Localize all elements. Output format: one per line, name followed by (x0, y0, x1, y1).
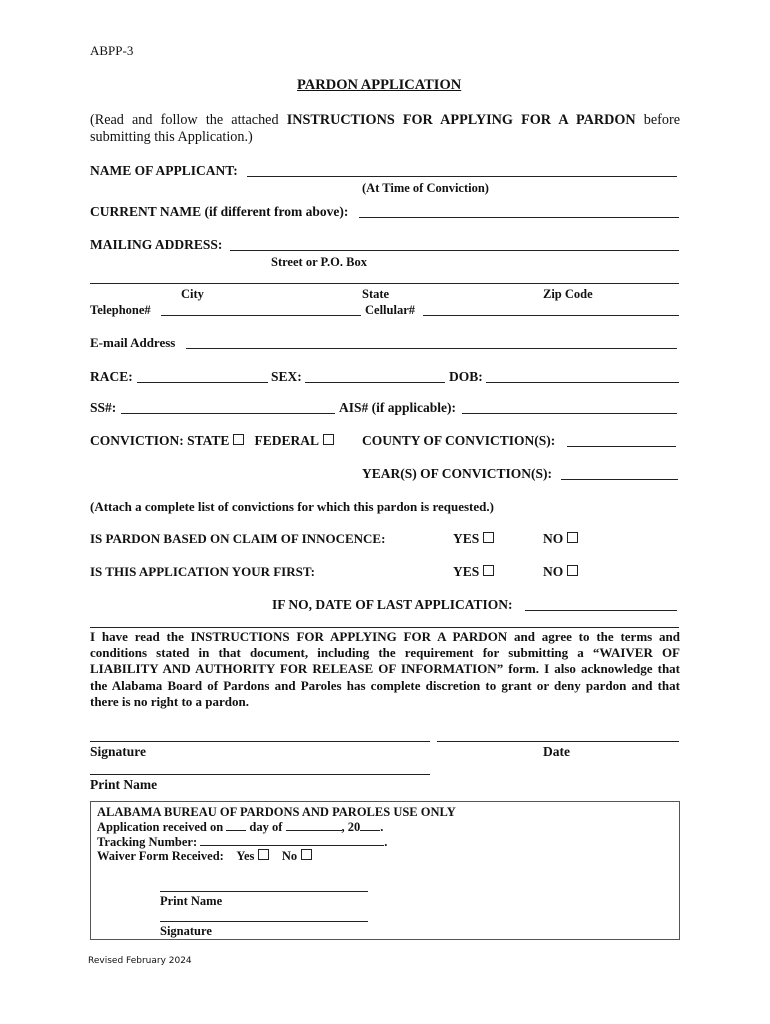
cellular-label: Cellular# (365, 303, 415, 317)
telephone-field[interactable] (161, 315, 361, 316)
page-title: PARDON APPLICATION (297, 77, 462, 93)
office-signature-label: Signature (160, 924, 212, 938)
zip-sublabel: Zip Code (543, 287, 593, 301)
first-no-checkbox[interactable] (567, 565, 578, 576)
mailing-address-label: MAILING ADDRESS: (90, 237, 223, 252)
innocence-no-label: NO (543, 531, 564, 546)
county-field[interactable] (567, 446, 676, 447)
print-name-label: Print Name (90, 777, 158, 792)
received-year-field[interactable] (360, 830, 380, 831)
print-name-field[interactable] (90, 774, 430, 775)
office-use-heading: ALABAMA BUREAU OF PARDONS AND PAROLES USE ONLY (97, 805, 456, 819)
innocence-yes (453, 531, 494, 547)
revision-footer: Revised February 2024 (88, 956, 192, 966)
intro-emphasis: INSTRUCTIONS FOR APPLYING FOR A PARDON (286, 112, 636, 128)
tracking-field[interactable] (200, 845, 384, 846)
tracking-row: Tracking Number: . (97, 835, 388, 849)
state-sublabel: State (362, 287, 390, 301)
years-label: YEAR(S) OF CONVICTION(S): (362, 466, 553, 481)
office-print-name-label: Print Name (160, 894, 223, 908)
state-option-label: STATE (187, 433, 230, 448)
first-yes (453, 564, 494, 580)
waiver-yes-label: Yes (236, 849, 255, 863)
city-sublabel: City (181, 287, 204, 301)
form-code: ABPP-3 (90, 43, 134, 58)
sex-field[interactable] (305, 382, 445, 383)
conviction-row (90, 433, 334, 449)
tracking-label: Tracking Number: (97, 835, 198, 849)
cellular-field[interactable] (423, 315, 679, 316)
agreement-text: I have read the INSTRUCTIONS FOR APPLYING FOR A PARDON and agree to the terms and conditions stated in that document, including the requirement for submitting a “WAIVER OF LIABILITY AND AUTHORITY FOR RELEASE OF INFORMATION” form. I also acknowledge that the Alabama Board of Pardons and Paroles has complete discretion to grant or deny pardon and that there is no right to a pardon. (90, 629, 680, 709)
race-field[interactable] (137, 382, 268, 383)
signature-field[interactable] (90, 741, 430, 742)
sex-label: SEX: (271, 369, 302, 384)
current-name-label: CURRENT NAME (if different from above): (90, 204, 349, 219)
section-divider (90, 627, 679, 628)
first-no (543, 564, 578, 580)
attach-note: (Attach a complete list of convictions for which this pardon is requested.) (90, 499, 494, 514)
name-label: NAME OF APPLICANT: (90, 163, 238, 178)
state-checkbox[interactable] (233, 434, 244, 445)
conviction-label: CONVICTION: (90, 433, 184, 448)
last-application-label: IF NO, DATE OF LAST APPLICATION: (272, 597, 513, 612)
dob-label: DOB: (449, 369, 483, 384)
first-application-question: IS THIS APPLICATION YOUR FIRST: (90, 564, 315, 579)
federal-option-label: FEDERAL (254, 433, 320, 448)
intro-before: (Read and follow the attached (90, 112, 287, 128)
current-name-field[interactable] (359, 217, 679, 218)
received-day-field[interactable] (226, 830, 246, 831)
first-yes-label: YES (453, 564, 480, 579)
waiver-no-label: No (281, 849, 298, 863)
innocence-question: IS PARDON BASED ON CLAIM OF INNOCENCE: (90, 531, 386, 546)
innocence-no (543, 531, 578, 547)
years-field[interactable] (561, 479, 678, 480)
ss-field[interactable] (121, 413, 335, 414)
intro-after: before submitting this Application.) (90, 112, 680, 145)
office-signature-field[interactable] (160, 921, 368, 922)
received-month-field[interactable] (286, 830, 342, 831)
innocence-yes-checkbox[interactable] (483, 532, 494, 543)
first-yes-checkbox[interactable] (483, 565, 494, 576)
waiver-row (97, 849, 312, 864)
innocence-yes-label: YES (453, 531, 480, 546)
received-prefix: Application received on (97, 820, 224, 834)
race-label: RACE: (90, 369, 133, 384)
ais-label: AIS# (if applicable): (339, 400, 457, 415)
waiver-label: Waiver Form Received: (97, 849, 224, 863)
telephone-label: Telephone# (90, 303, 151, 317)
signature-label: Signature (90, 744, 147, 759)
waiver-yes-checkbox[interactable] (258, 849, 269, 860)
ais-field[interactable] (462, 413, 677, 414)
email-label: E-mail Address (90, 335, 176, 350)
received-year-label: , 20 (341, 820, 361, 834)
received-day-label: day of (249, 820, 283, 834)
street-sublabel: Street or P.O. Box (271, 255, 367, 269)
waiver-no-checkbox[interactable] (301, 849, 312, 860)
name-sublabel: (At Time of Conviction) (362, 181, 489, 195)
date-field[interactable] (437, 741, 679, 742)
name-field[interactable] (247, 176, 677, 177)
federal-checkbox[interactable] (323, 434, 334, 445)
ss-label: SS#: (90, 400, 117, 415)
mailing-street-field[interactable] (230, 250, 679, 251)
county-label: COUNTY OF CONVICTION(S): (362, 433, 556, 448)
office-print-name-field[interactable] (160, 891, 368, 892)
date-label: Date (543, 744, 570, 759)
innocence-no-checkbox[interactable] (567, 532, 578, 543)
first-no-label: NO (543, 564, 564, 579)
received-row: Application received on day of , 20 . (97, 820, 384, 834)
last-application-field[interactable] (525, 610, 677, 611)
intro-text (90, 112, 680, 146)
mailing-city-state-zip-field[interactable] (90, 283, 679, 284)
email-field[interactable] (186, 348, 677, 349)
dob-field[interactable] (486, 382, 679, 383)
